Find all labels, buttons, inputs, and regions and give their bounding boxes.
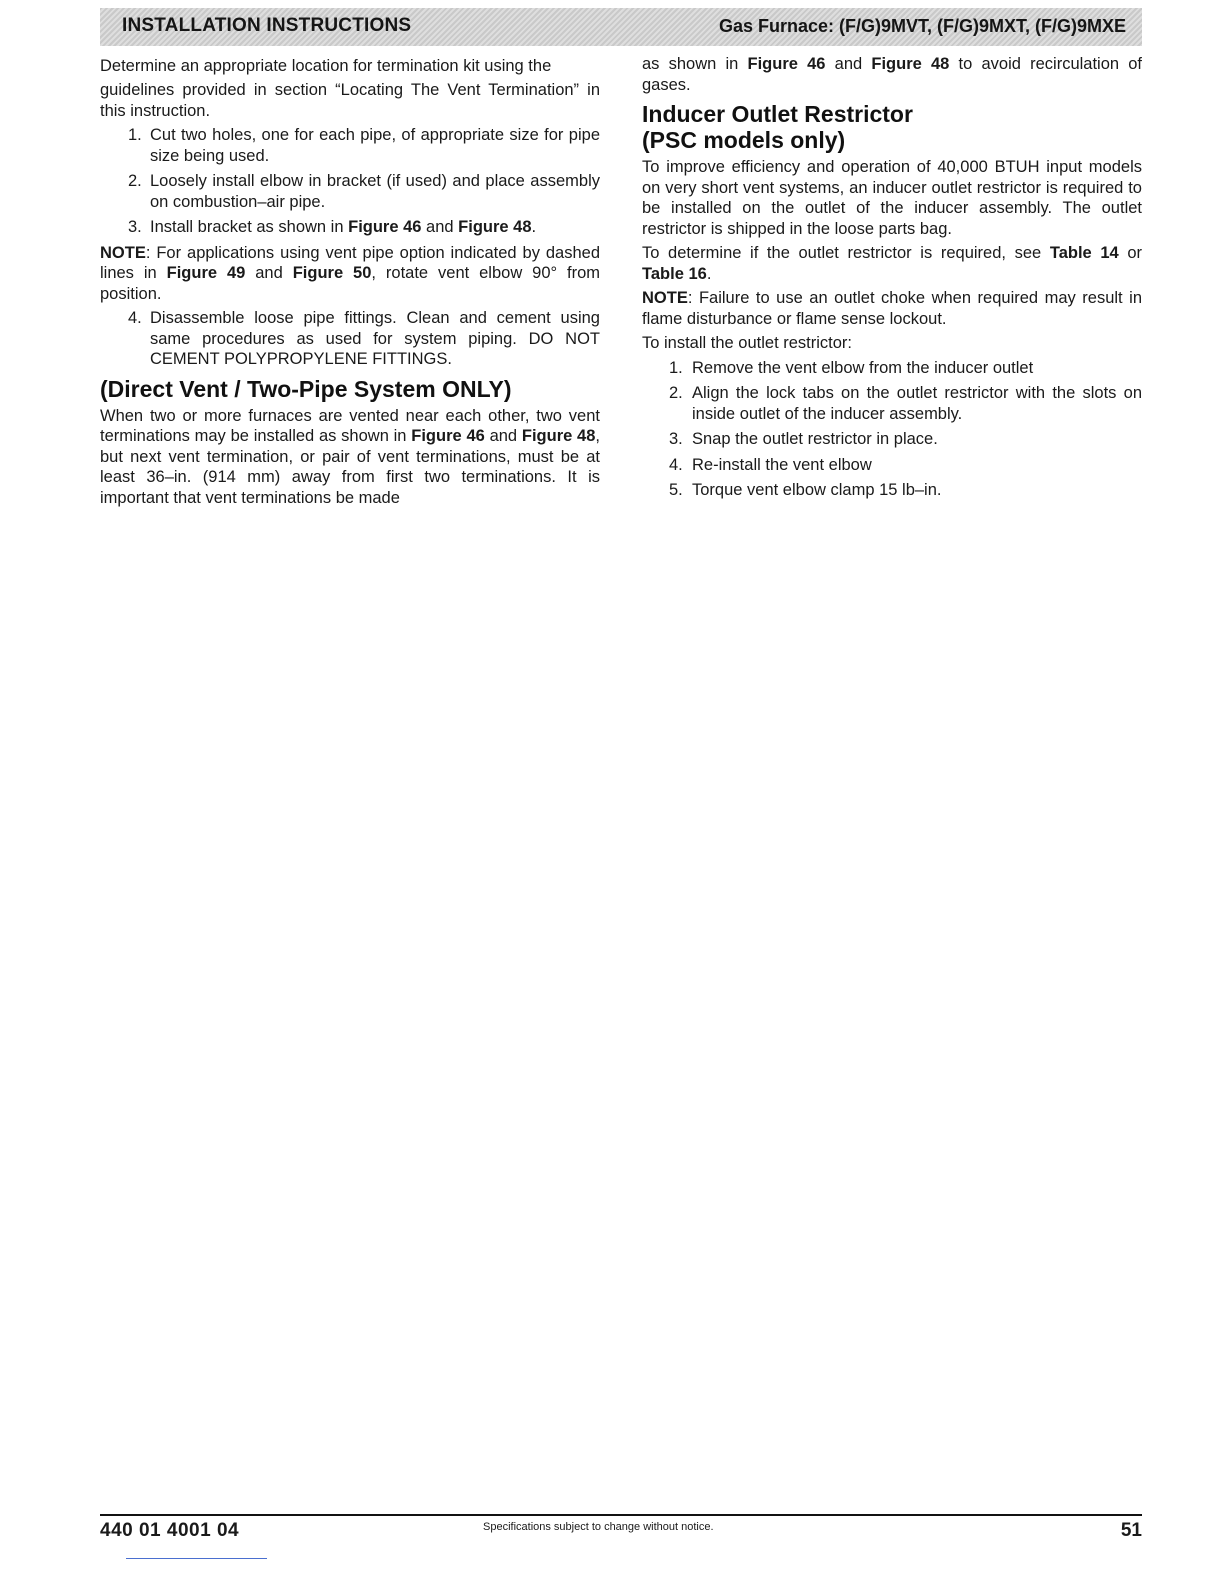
note-label: NOTE [642, 289, 688, 307]
figure-ref: Figure 46 [747, 55, 826, 73]
continued-paragraph: as shown in Figure 46 and Figure 48 to avoid recirculation of gases. [642, 55, 1143, 94]
install-intro: To install the outlet restrictor: [642, 334, 853, 352]
section-heading: Inducer Outlet Restrictor (PSC models only) [642, 101, 913, 153]
table-ref: Table 14 [1049, 244, 1119, 262]
footer-divider [100, 1514, 1142, 1516]
figure-ref: Figure 48 [521, 427, 596, 445]
figure-ref: Figure 46 [348, 218, 422, 236]
figure-ref: Figure 48 [871, 55, 950, 73]
list-item: 3. Snap the outlet restrictor in place. [669, 430, 938, 448]
note-paragraph: NOTE: Failure to use an outlet choke when required may result in flame disturbance or flame sense lockout. [642, 289, 1142, 328]
body-paragraph: To improve efficiency and operation of 40,000 BTUH input models on very short vent systems, an inducer outlet restrictor is required to be installed on the outlet of the inducer assembly. The outlet restrictor is shipped in the loose parts bag. [642, 158, 1142, 238]
document-number: 440 01 4001 04 [100, 1520, 240, 1541]
note-paragraph: NOTE: For applications using vent pipe option indicated by dashed lines in Figure 49 and Figure 50, rotate vent elbow 90° from position. [100, 243, 601, 303]
footer-notice: Specifications subject to change without notice. [483, 1521, 714, 1533]
intro-paragraph: guidelines provided in section “Locating The Vent Termination” in this instruction. [100, 81, 600, 120]
list-item: 1. Remove the vent elbow from the inducer outlet [669, 358, 1034, 377]
list-item: 5. Torque vent elbow clamp 15 lb–in. [669, 481, 942, 499]
page-header [100, 8, 1142, 46]
step-list [100, 125, 600, 238]
figure-ref: Figure 50 [292, 264, 372, 282]
step-list-continued [100, 308, 600, 370]
figure-ref: Figure 48 [458, 218, 532, 236]
figure-ref: Figure 49 [166, 264, 246, 282]
body-paragraph: To determine if the outlet restrictor is required, see Table 14 or Table 16. [642, 244, 1143, 283]
step-list [642, 358, 1142, 501]
header-product: Gas Furnace: (F/G)9MVT, (F/G)9MXT, (F/G)9MXE [718, 16, 1126, 36]
list-item: 1. Cut two holes, one for each pipe, of appropriate size for pipe size being used. [128, 126, 600, 165]
intro-line: Determine an appropriate location for termination kit using the [100, 57, 552, 75]
header-title: INSTALLATION INSTRUCTIONS [122, 15, 412, 36]
body-paragraph: When two or more furnaces are vented near each other, two vent terminations may be installed as shown in Figure 46 and Figure 48, but next vent termination, or pair of vent terminations, must be at least 36–in. (914 mm) away from first two terminations. It is important that vent terminations be made [100, 406, 601, 507]
note-label: NOTE [100, 243, 146, 262]
list-item: 2. Align the lock tabs on the outlet restrictor with the slots on inside outlet of the inducer assembly. [669, 384, 1142, 423]
page-number: 51 [1120, 1520, 1142, 1541]
left-column [100, 54, 600, 512]
list-item: 2. Loosely install elbow in bracket (if used) and place assembly on combustion–air pipe. [128, 172, 600, 211]
figure-ref: Figure 46 [411, 427, 485, 445]
list-item: 4. Re-install the vent elbow [669, 455, 872, 474]
section-heading: (Direct Vent / Two-Pipe System ONLY) [100, 375, 512, 402]
list-item: 3. Install bracket as shown in Figure 46 and Figure 48. [128, 218, 537, 236]
right-column [642, 54, 1142, 506]
footer-underline [126, 1558, 267, 1559]
list-item: 4. Disassemble loose pipe fittings. Clean and cement using same procedures as used for system piping. DO NOT CEMENT POLYPROPYLENE FITTINGS. [128, 309, 600, 368]
table-ref: Table 16 [642, 264, 707, 283]
